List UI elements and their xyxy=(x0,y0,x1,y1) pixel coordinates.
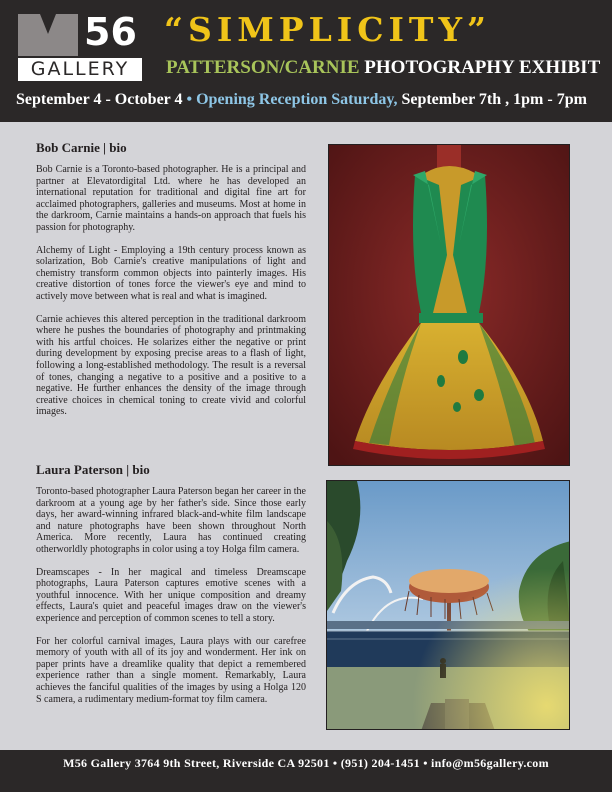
header-band xyxy=(0,0,612,122)
paterson-bio-paragraph: Dreamscapes - In her magical and timeless Dreamscape photographs, Laura Paterson captures emotive scenes with a youthful innocence. With her unique composition and dreamy effects, Laura's quiet and peaceful images draw on the viewer's experience and perception of common scenes to tell a story. xyxy=(36,566,306,624)
date-line xyxy=(16,91,606,109)
carnie-bio-paragraph: Alchemy of Light - Employing a 19th century process known as solarization, Bob Carnie's creative manipulations of light and chemistry transform common objects into painterly images. His creative distortion of tones force the viewer's eye and mind to actively move between what is real and what is imagined. xyxy=(36,244,306,302)
logo-m-block xyxy=(18,14,78,56)
subtitle-rest: PHOTOGRAPHY EXHIBIT xyxy=(359,57,601,78)
exhibit-dates: September 4 - October 4 xyxy=(16,91,183,108)
carnie-bio-text xyxy=(36,164,306,429)
reception-time: September 7th , 1pm - 7pm xyxy=(397,91,587,108)
bullet-separator: • xyxy=(182,91,197,108)
footer-band xyxy=(0,750,612,792)
exhibit-title: “SIMPLICITY” xyxy=(164,10,492,49)
gallery-logo xyxy=(18,10,142,80)
paterson-bio-text xyxy=(36,486,306,716)
paterson-bio-paragraph: For her colorful carnival images, Laura plays with our carefree memory of youth with all of its joy and wonderment. Her ink on paper prints have a dreamlike quality that depict a remembered experience rather than a single moment. Remarkably, Laura achieves the fanciful qualities of the images by using a Holga 120 S camera, a rudimentary medium-format toy film camera. xyxy=(36,635,306,705)
subtitle-artists: PATTERSON/CARNIE xyxy=(166,57,360,78)
carnie-dress-photo xyxy=(328,144,570,466)
logo-gallery-label: GALLERY xyxy=(18,58,142,81)
paterson-carnival-photo xyxy=(326,480,570,730)
carnie-bio-paragraph: Carnie achieves this altered perception in the traditional darkroom where he pushes the boundaries of photography and printmaking with his artful choices. He solarizes either the negative or print during development by exposing precise areas to a flash of light, following a long-established methodology. The result is a reversal of tones, changing a negative to a positive and a positive to a negative. He further enhances the density of the image through creative choices in chemical toning to create vivid and colorful images. xyxy=(36,313,306,418)
logo-number: 56 xyxy=(84,10,137,54)
carnie-bio-heading: Bob Carnie | bio xyxy=(36,140,127,155)
exhibit-subtitle xyxy=(166,57,600,79)
paterson-bio-heading: Laura Paterson | bio xyxy=(36,462,150,477)
paterson-bio-paragraph: Toronto-based photographer Laura Paterson began her career in the darkroom at a young age by her father's side. Since those early days, her award-winning infrared black-and-white film landscape and nature photographs have been shown throughout North America. More recently, Laura has continued creating otherworldly photographs in color using a toy Holga film camera. xyxy=(36,486,306,555)
gallery-contact-info: M56 Gallery 3764 9th Street, Riverside CA 92501 • (951) 204-1451 • info@m56gallery.com xyxy=(63,756,549,770)
reception-label: Opening Reception Saturday, xyxy=(196,91,398,108)
content-area xyxy=(0,122,612,750)
carnie-bio-paragraph: Bob Carnie is a Toronto-based photographer. He is a principal and partner at Elevatordigital Ltd. where he has developed an international reputation for traditional and digital fine art for acclaimed photographers, galleries and museums. Most at home in the darkroom, Carnie maintains a hands-on approach that fuels his passion for photography. xyxy=(36,164,306,233)
